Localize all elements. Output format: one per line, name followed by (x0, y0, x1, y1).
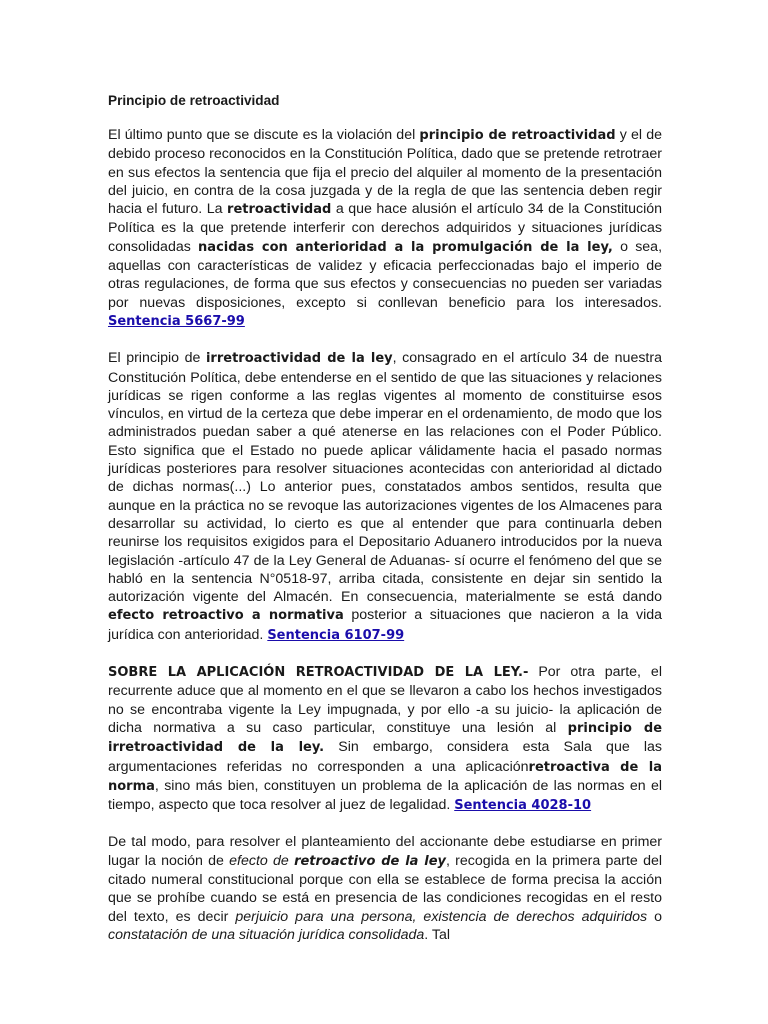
text-run: posterior a situaciones que nacieron a la vida jurídica con anterioridad. (108, 607, 662, 643)
emphasis-text: efecto retroactivo a normativa (108, 608, 344, 624)
emphasis-text: retroactividad (227, 202, 332, 218)
text-run: , recogida en la primera parte del citado numeral constitucional porque con ella se establece de forma precisa la acción que se prohíbe cuando se está en presencia de las condiciones recogidas en el resto del texto, es decir (108, 852, 662, 925)
text-run: El principio de (108, 350, 206, 367)
emphasis-text: retroactiva de la norma (108, 759, 662, 794)
text-run: y el de debido proceso reconocidos en la Constitución Política, dado que se pretende retrotraer en sus efectos la sentencia que fija el precio del alquiler al momento de la presentación del juicio, en contra de la cosa juzgada y de la regla de que las sentencia deben regir hacia el futuro. La (108, 127, 662, 218)
sentencia-link[interactable]: Sentencia 4028-10 (454, 798, 592, 814)
paragraph-4 (108, 833, 662, 944)
emphasis-text: retroactivo de la ley (294, 853, 446, 869)
section-heading: Principio de retroactividad (108, 93, 280, 108)
emphasis-text: perjuicio para una persona, existencia de derechos adquiridos (235, 908, 648, 925)
paragraph-3 (108, 663, 662, 815)
sentencia-link[interactable]: Sentencia 6107-99 (267, 627, 405, 643)
text-run: a que hace alusión el artículo 34 de la Constitución Política es la que pretende interferir con derechos adquiridos y situaciones jurídicas consolidadas (108, 201, 663, 255)
text-run: Sin embargo, considera esta Sala que las argumentaciones referidas no corresponden a una aplicación (108, 739, 662, 775)
paragraph-2 (108, 349, 662, 645)
emphasis-text: nacidas con anterioridad a la promulgación de la ley, (198, 239, 613, 255)
text-run: . Tal (424, 926, 451, 943)
text-run: o (647, 908, 662, 925)
emphasis-text: principio de retroactividad (419, 128, 616, 143)
emphasis-text: efecto de (229, 852, 295, 869)
emphasis-text: principio de irretroactividad de la ley. (108, 720, 663, 756)
text-run: De tal modo, para resolver el planteamiento del accionante debe estudiarse en primer lugar la noción de (108, 834, 662, 869)
text-run: El último punto que se discute es la violación del (108, 127, 420, 143)
emphasis-text: SOBRE LA APLICACIÓN RETROACTIVIDAD DE LA LEY.- (108, 665, 529, 681)
document-page (108, 92, 662, 962)
text-run: o sea, aquellas con características de validez y eficacia perfeccionadas bajo el imperio de otras regulaciones, de forma que sus efectos y consecuencias no pueden ser variadas por nuevas disposiciones, excepto si conllevan beneficio para los interesados. (108, 238, 663, 311)
paragraph-1 (108, 126, 662, 331)
sentencia-link[interactable]: Sentencia 5667-99 (108, 313, 245, 329)
text-run: , consagrado en el artículo 34 de nuestra Constitución Política, debe entenderse en el sentido de que las situaciones y relaciones jurídicas se rigen conforme a las reglas vigentes al momento de constituirse esos vínculos, en virtud de la certeza que debe imperar en el ordenamiento, de modo que los administrados puedan saber a qué atenerse en las relaciones con el Poder Público. Esto significa que el Estado no puede aplicar válidamente hacia el pasado normas jurídicas posteriores para resolver situaciones acontecidas con anterioridad al dictado de dichas normas(...) Lo anterior pues, constatados ambos sentidos, resulta que aunque en la práctica no se revoque las autorizaciones vigentes de los Almacenes para desarrollar su actividad, lo cierto es que al entender que para continuarla deben reunirse los requisitos exigidos para el Depositario Aduanero introducidos por la nueva legislación -artículo 47 de la Ley General de Aduanas- sí ocurre el fenómeno del que se habló en la sentencia N°0518-97, arriba citada, consistente en dejar sin sentido la autorización vigente del Almacén. En consecuencia, materialmente se está dando (108, 350, 662, 606)
emphasis-text: constatación de una situación jurídica consolidada (108, 926, 425, 943)
emphasis-text: irretroactividad de la ley (205, 351, 393, 367)
text-run: , sino más bien, constituyen un problema de la aplicación de las normas en el tiempo, aspecto que toca resolver al juez de legalidad. (108, 777, 662, 814)
text-run: Por otra parte, el recurrente aduce que al momento en el que se llevaron a cabo los hechos investigados no se encontraba vigente la Ley impugnada, y por ello -a su juicio- la aplicación de dicha normativa a su caso particular, constituye una lesión al (108, 664, 662, 736)
